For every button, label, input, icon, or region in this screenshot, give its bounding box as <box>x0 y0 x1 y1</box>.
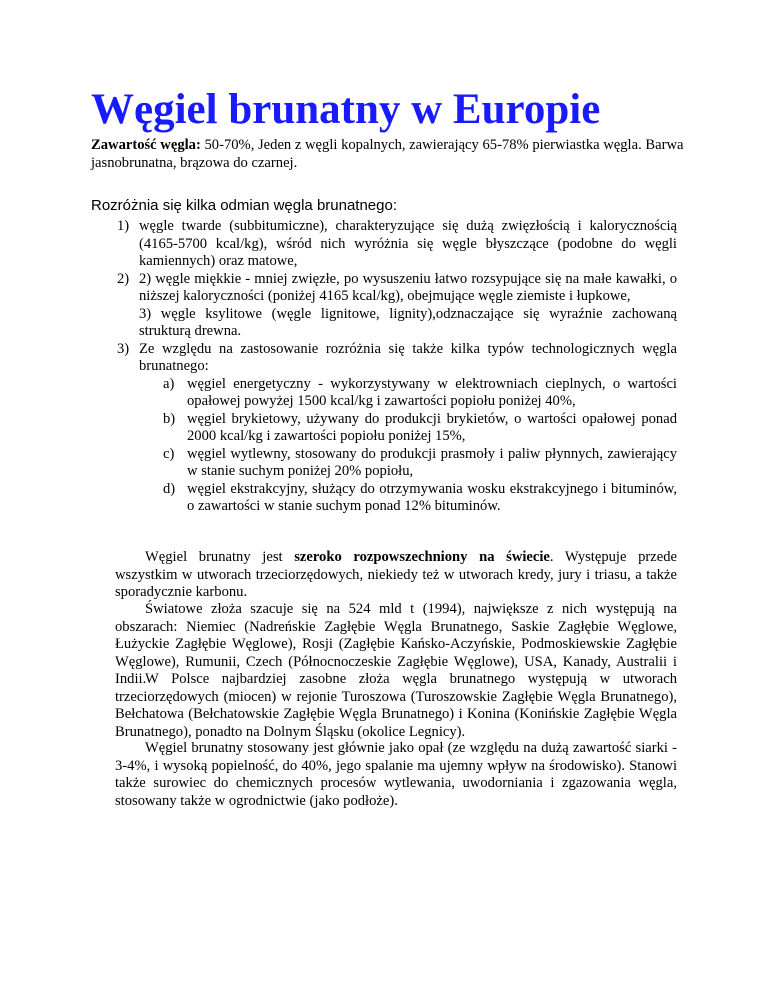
paragraph-text: W Polsce najbardziej zasobne złoża węgla brunatnego występują w utworach trzeciorzędowych (miocen) w rejonie Turoszowa (Turoszowskie Zagłębie Węgla Brunatnego), Bełchatowa (Bełchatowskie Zagłębie Węgla Brunatnego) i Konina (Konińskie Zagłębie Węgla Brunatnego), ponadto na Dolnym Śląsku (okolice Legnicy). <box>115 671 677 740</box>
list-item-number: 3) <box>117 340 130 357</box>
paragraph-text-end: . Występuje przede wszystkim w utworach trzeciorzędowych, niekiedy też w utworach kredy, jury i triasu, a także sporadycznie karbonu. <box>115 549 677 600</box>
paragraph-text-start: Węgiel brunatny jest <box>145 549 295 565</box>
page-title: Węgiel brunatny w Europie <box>91 86 601 133</box>
list-item <box>91 271 677 341</box>
sub-list-item <box>91 446 677 481</box>
sub-list-item-text: węgiel energetyczny - wykorzystywany w elektrowniach cieplnych, o wartości opałowej powyżej 1500 kcal/kg i zawartości popiołu poniżej 40%, <box>187 375 677 409</box>
paragraph-text: Węgiel brunatny stosowany jest głównie jako opał (ze względu na dużą zawartość siarki - 3-4%, i wysoką popielność, do 40%, jego spalanie ma ujemny wpływ na środowisko). Stanowi także surowiec do chemicznych procesów wytlewania, uwodorniania i zgazowania węgla, stosowany także w ogrodnictwie (jako podłoże). <box>115 740 677 809</box>
list-item-text: Ze względu na zastosowanie rozróżnia się także kilka typów technologicznych węgla brunatnego: <box>139 340 677 374</box>
intro-paragraph <box>91 137 691 172</box>
paragraph-usage <box>115 740 677 810</box>
sub-list-item <box>91 481 677 516</box>
sub-list-item <box>91 376 677 411</box>
varieties-heading: Rozróżnia się kilka odmian węgla brunatnego: <box>91 197 398 214</box>
list-item <box>91 341 677 376</box>
list-item-text: 2) węgle miękkie - mniej zwięzłe, po wysuszeniu łatwo rozsypujące się na małe kawałki, o niższej kaloryczności (poniżej 4165 kcal/kg), obejmujące węgle ziemiste i łupkowe, <box>139 270 677 304</box>
sub-list-item-text: węgiel ekstrakcyjny, służący do otrzymywania wosku ekstrakcyjnego i bituminów, o zawartości w stanie suchym ponad 12% bituminów. <box>187 480 677 514</box>
sub-list-item-text: węgiel brykietowy, używany do produkcji brykietów, o wartości opałowej ponad 2000 kcal/kg i zawartości popiołu poniżej 15%, <box>187 410 677 444</box>
list-item-extra-text: 3) węgle ksylitowe (węgle lignitowe, lignity),odznaczające się wyraźnie zachowaną strukturą drewna. <box>139 305 677 339</box>
paragraph-distribution <box>115 549 677 602</box>
paragraph-text: Światowe złoża szacuje się na 524 mld t (1994), największe z nich występują na obszarach: Niemiec (Nadreńskie Zagłębie Węgla Brunatnego, Saskie Zagłębie Węglowe, Łużyckie Zagłębie Węglowe), Rosji (Zagłębie Kańsko-Aczyńskie, Podmoskiewskie Zagłębie Węglowe), Rumunii, Czech (Północnoczeskie Zagłębie Węglowe), USA, Kanady, Australii i Indii. <box>115 601 677 687</box>
list-item-number: 1) <box>117 218 130 234</box>
sub-list-item-letter: b) <box>163 410 176 427</box>
sub-list-item-letter: a) <box>163 375 175 392</box>
sub-list-item <box>91 411 677 446</box>
sub-list-item-text: węgiel wytlewny, stosowany do produkcji prasmoły i paliw płynnych, zawierający w stanie suchym poniżej 20% popiołu, <box>187 445 677 479</box>
intro-label: Zawartość węgla: <box>91 137 201 153</box>
paragraph-poland-deposits <box>115 671 677 741</box>
paragraph-bold-text: szeroko rozpowszechniony na świecie <box>294 549 550 565</box>
intro-text: 50-70%, Jeden z węgli kopalnych, zawierający 65-78% pierwiastka węgla. Barwa jasnobrunatna, brązowa do czarnej. <box>91 137 684 171</box>
sub-list-item-letter: d) <box>163 480 176 497</box>
list-item <box>91 218 677 271</box>
list-item-number: 2) <box>117 270 130 287</box>
list-item-text: węgle twarde (subbitumiczne), charakteryzujące się dużą zwięzłością i kalorycznością (4165-5700 kcal/kg), wśród nich wyróżnia się węgle błyszczące (podobne do węgli kamiennych) oraz matowe, <box>139 218 677 269</box>
sub-list-item-letter: c) <box>163 445 175 462</box>
varieties-list <box>91 218 677 516</box>
